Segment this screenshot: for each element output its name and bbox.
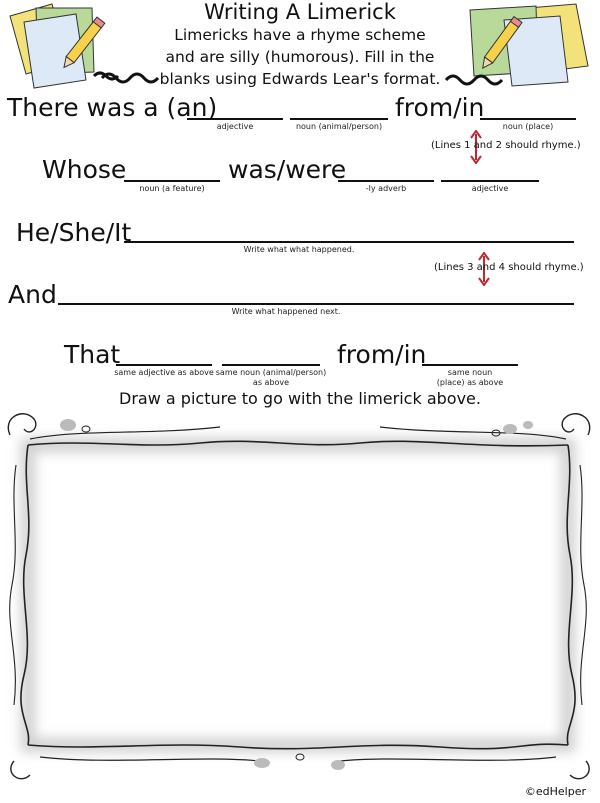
drawing-prompt: Draw a picture to go with the limerick above.: [119, 389, 481, 408]
instructions-line: blanks using Edwards Lear's format.: [159, 70, 441, 88]
line3-blank[interactable]: [124, 241, 574, 243]
instructions: [150, 24, 450, 90]
line5-blank-adjective[interactable]: [116, 364, 212, 366]
blank-label: (place) as above: [436, 378, 504, 387]
line4-lead: And: [8, 280, 57, 309]
blank-label: as above: [252, 378, 290, 387]
line1-blank-noun[interactable]: [290, 118, 388, 120]
credit: ©edHelper: [524, 785, 586, 798]
line2-blank-adverb[interactable]: [338, 180, 434, 182]
blank-label: same noun: [447, 368, 493, 377]
line5-blank-noun[interactable]: [222, 364, 320, 366]
page-title: Writing A Limerick: [204, 0, 396, 24]
blank-label: -ly adverb: [365, 184, 407, 193]
line4-blank[interactable]: [58, 303, 574, 305]
instructions-line: Limericks have a rhyme scheme: [174, 26, 426, 44]
line2-lead: Whose: [42, 155, 127, 184]
blank-label: adjective: [216, 122, 254, 131]
instructions-line: and are silly (humorous). Fill in the: [165, 48, 435, 66]
line3-lead: He/She/It: [16, 218, 132, 247]
blank-label: noun (place): [502, 122, 554, 131]
line5-lead: That: [64, 340, 121, 369]
line2-mid: was/were: [228, 155, 347, 184]
line1-blank-adjective[interactable]: [187, 118, 283, 120]
blank-label: adjective: [471, 184, 509, 193]
picture-frame: [0, 405, 600, 785]
blank-label: Write what happened next.: [231, 307, 341, 316]
blank-label: noun (animal/person): [295, 122, 383, 131]
blank-label: noun (a feature): [139, 184, 205, 193]
squiggle-icon: [444, 70, 504, 86]
line5-blank-place[interactable]: [422, 364, 518, 366]
blank-label: same noun (animal/person): [215, 368, 327, 377]
line5-mid: from/in: [337, 340, 427, 369]
line2-blank-adjective[interactable]: [441, 180, 539, 182]
line2-blank-feature[interactable]: [124, 180, 220, 182]
rhyme-note: (Lines 3 and 4 should rhyme.): [434, 262, 584, 273]
line1-lead: There was a (an): [7, 93, 218, 122]
blank-label: Write what what happened.: [243, 245, 355, 254]
line1-blank-place[interactable]: [480, 118, 576, 120]
blank-label: same adjective as above: [114, 368, 214, 377]
line1-mid: from/in: [395, 93, 485, 122]
rhyme-note: (Lines 1 and 2 should rhyme.): [431, 140, 581, 151]
